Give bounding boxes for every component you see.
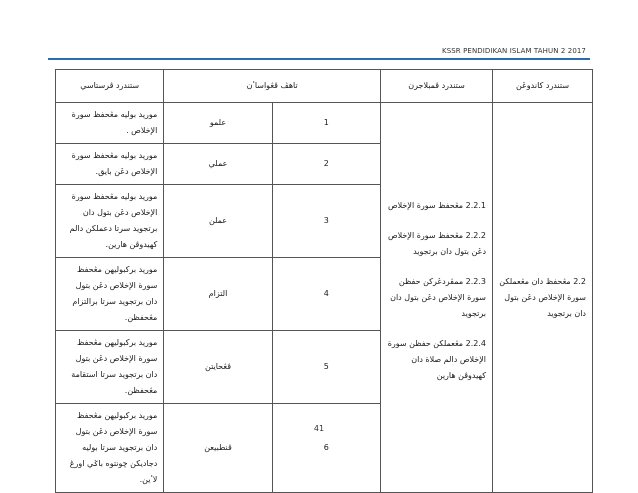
level-label: التزام — [164, 258, 272, 331]
performance-description: موريد برکبوليهن مڠحفظ سورة الإخلاص دڠن بتول دان برتجويد سرتا بوليه دجاديکن چونتوه باݢي اورڠ لاٴين. — [56, 404, 164, 493]
performance-description: موريد برکبوليهن مڠحفظ سورة الإخلاص دڠن بتول دان برتجويد سرتا برالتزام مڠحفظن. — [56, 258, 164, 331]
performance-description: موريد بوليه مڠحفظ سورة الإخلاص دڠن بايق. — [56, 144, 164, 185]
header-learning-standard: ستندرد ڤمبلاجرن — [381, 70, 493, 103]
level-number: 2 — [272, 144, 380, 185]
level-number: 3 — [272, 185, 380, 258]
table-header-row — [56, 70, 593, 103]
level-label: ڤنطبيعن — [164, 404, 272, 493]
header-divider — [48, 58, 590, 60]
learning-standard-item: 2.2.4 مڠعملکن حفظن سورة الإخلاص دالم صلاة دان کهيدوڤن هارين — [387, 338, 486, 380]
performance-description: موريد بوليه مڠحفظ سورة الإخلاص . — [56, 103, 164, 144]
performance-description: موريد برکبوليهن مڠحفظ سورة الإخلاص دڠن بتول دان برتجويد سرتا استقامة مڠحفظن. — [56, 331, 164, 404]
learning-standard-item: 2.2.1 مڠحفظ سورة الإخلاص — [387, 200, 486, 210]
learning-standard-cell — [381, 103, 493, 493]
level-number: 5 — [272, 331, 380, 404]
header-content-standard: ستندرد کاندوڠن — [493, 70, 593, 103]
header-performance-standard: ستندرد ڤرستاسي — [56, 70, 164, 103]
level-number: 6 — [272, 404, 380, 493]
level-label: عملي — [164, 144, 272, 185]
level-number: 1 — [272, 103, 380, 144]
table-row — [56, 103, 593, 144]
content-standard-text: 2.2 مڠحفظ دان مڠعملکن سورة الإخلاص دڠن بتول دان برتجويد — [499, 276, 586, 318]
learning-standard-item: 2.2.3 ممڤردڠرکن حفظن سورة الإخلاص دڠن بتول دان برتجويد — [390, 276, 486, 318]
learning-standard-item: 2.2.2 مڠحفظ سورة الإخلاص دڠن بتول دان برتجويد — [387, 230, 486, 256]
level-label: ڤڠحايتن — [164, 331, 272, 404]
level-label: علمو — [164, 103, 272, 144]
level-number: 4 — [272, 258, 380, 331]
document-header-title: KSSR PENDIDIKAN ISLAM TAHUN 2 2017 — [442, 47, 586, 55]
level-label: عملن — [164, 185, 272, 258]
content-standard-cell — [493, 103, 593, 493]
performance-description: موريد بوليه مڠحفظ سورة الإخلاص دڠن بتول دان برتجويد سرتا دعملکن دالم کهيدوڤن هارين. — [56, 185, 164, 258]
header-performance-level: تاهڤ ڤڠواساٴن — [164, 70, 381, 103]
page-number: 41 — [313, 424, 325, 433]
